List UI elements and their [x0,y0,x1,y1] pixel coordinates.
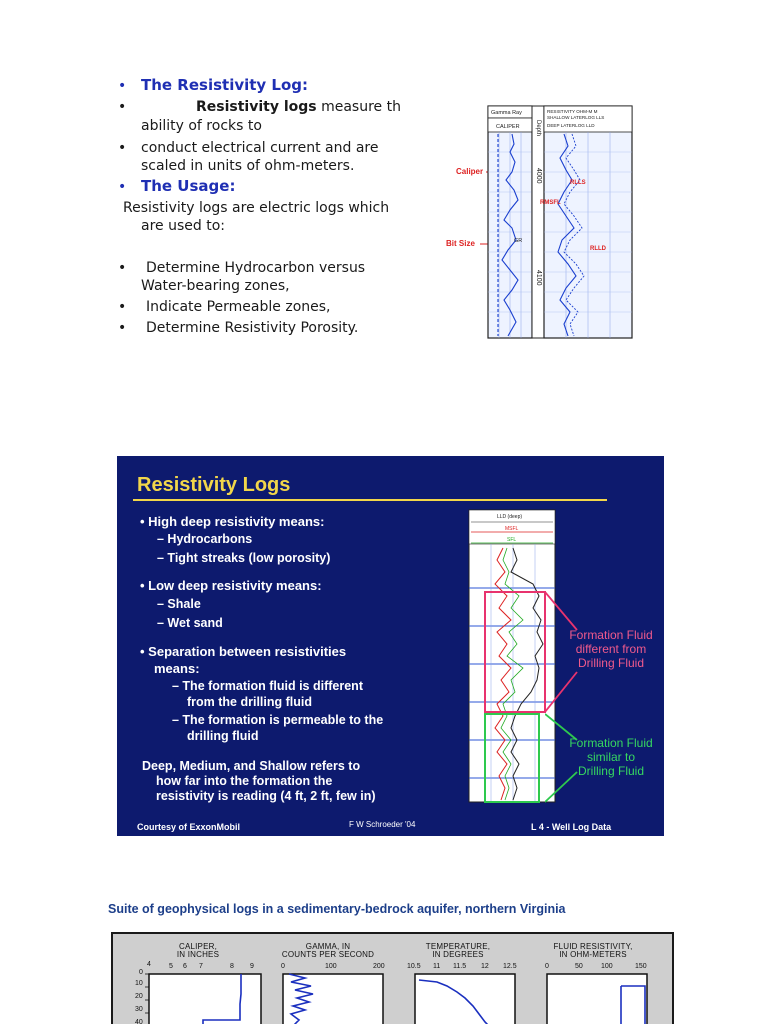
svg-text:MSFL: MSFL [505,526,519,532]
svg-text:RLLD: RLLD [590,246,606,252]
svg-text:DEEP LATERLOG LLD: DEEP LATERLOG LLD [547,123,595,128]
geophysical-logs-figure: CALIPER, IN INCHES GAMMA, IN COUNTS PER SECOND TEMPERATURE, IN DEGREES FLUID RESISTIVITY, IN OHM-METERS 4 5 6 7 8 9 0 100 200 10.5 11 11.5 12 12.5 0 50 100 150 0 10 20 30 40 [111,932,674,1024]
separation-heading-line2: means: [154,661,200,676]
heading-resistivity-log: The Resistivity Log: [141,76,309,94]
footer-chapter: L 4 - Well Log Data [531,822,612,832]
svg-text:LLD (deep): LLD (deep) [497,514,523,520]
bullet-dot: • [118,99,127,115]
title-underline [133,499,607,501]
resistivity-logs-slide [117,456,664,836]
footer-author: F W Schroeder '04 [349,820,416,829]
svg-text:SHALLOW LATERLOG LLS: SHALLOW LATERLOG LLS [547,115,605,120]
bullet-dot: • [118,320,127,336]
svg-text:RLLS: RLLS [570,180,586,186]
caliper-label: Caliper [456,167,484,176]
separation-item-2b: drilling fluid [187,729,259,743]
geophysical-logs-title: Suite of geophysical logs in a sedimentary-bedrock aquifer, northern Virginia [108,902,566,916]
separation-item-1a: – The formation fluid is different [172,679,363,693]
bullet-dot: • [118,179,127,195]
low-item-2: – Wet sand [157,616,223,630]
usage-intro-line2: are used to: [141,218,225,234]
svg-text:Depth: Depth [535,120,541,137]
footer-courtesy: Courtesy of ExxonMobil [137,822,241,832]
svg-text:RMSFL: RMSFL [540,200,561,206]
usage-intro-line1: Resistivity logs are electric logs which [123,200,390,216]
resistivity-definition-line1: Resistivity logs measure th [196,99,401,115]
gamma-track-label: GAMMA, IN COUNTS PER SECOND [281,942,375,959]
log-tracks [113,934,672,1024]
depth-note-line1: Deep, Medium, and Shallow refers to [142,759,361,773]
separation-heading-line1: • Separation between resistivities [140,644,347,659]
svg-text:RESISTIVITY OHM-M M: RESISTIVITY OHM-M M [547,109,598,114]
usage-item-hydrocarbon: Determine Hydrocarbon versus [146,260,366,276]
resistivity-log-graphic [467,508,557,804]
fluid-resistivity-track [547,974,647,1024]
bitsize-label: Bit Size [446,239,475,248]
bullet-dot: • [118,299,127,315]
high-item-1: – Hydrocarbons [157,532,253,546]
bullet-dot: • [118,140,127,156]
usage-item-porosity: Determine Resistivity Porosity. [146,320,359,336]
resistivity-definition-line2: ability of rocks to [141,118,262,134]
caliper-track [149,974,261,1024]
depth-note-line2: how far into the formation the [156,774,333,788]
well-log-figure [440,100,640,344]
svg-text:Gamma Ray: Gamma Ray [491,110,522,116]
usage-item-permeable: Indicate Permeable zones, [146,299,331,315]
svg-text:SFL: SFL [507,537,517,543]
heading-usage: The Usage: [141,177,236,195]
temperature-track-label: TEMPERATURE, IN DEGREES [425,942,491,959]
separation-item-1b: from the drilling fluid [187,695,312,709]
callout-different-fluid: Formation Fluid different from Drilling Fluid [569,628,653,670]
caliper-track-label: CALIPER, IN INCHES [176,942,220,959]
resistivity-definition-line3: conduct electrical current and are [141,140,379,156]
slide-title: Resistivity Logs [137,474,291,496]
callout-similar-fluid: Formation Fluid similar to Drilling Fluid [569,736,653,778]
low-item-1: – Shale [157,597,201,611]
bullet-dot: • [118,78,127,94]
low-resistivity-heading: • Low deep resistivity means: [140,578,322,593]
bullet-dot: • [118,260,127,276]
svg-text:GR: GR [514,238,523,244]
usage-item-hydrocarbon-cont: Water-bearing zones, [141,278,290,294]
depth-4100: 4100 [535,270,542,286]
separation-item-2a: – The formation is permeable to the [172,713,384,727]
fluid-resistivity-track-label: FLUID RESISTIVITY, IN OHM-METERS [553,942,633,959]
resistivity-definition-line4: scaled in units of ohm-meters. [141,158,355,174]
depth-note-line3: resistivity is reading (4 ft, 2 ft, few in) [156,789,376,803]
resistivity-log-slide [0,0,768,380]
depth-4000: 4000 [535,168,542,184]
svg-text:CALIPER: CALIPER [496,124,520,130]
high-item-2: – Tight streaks (low porosity) [157,551,331,565]
high-resistivity-heading: • High deep resistivity means: [140,514,325,529]
